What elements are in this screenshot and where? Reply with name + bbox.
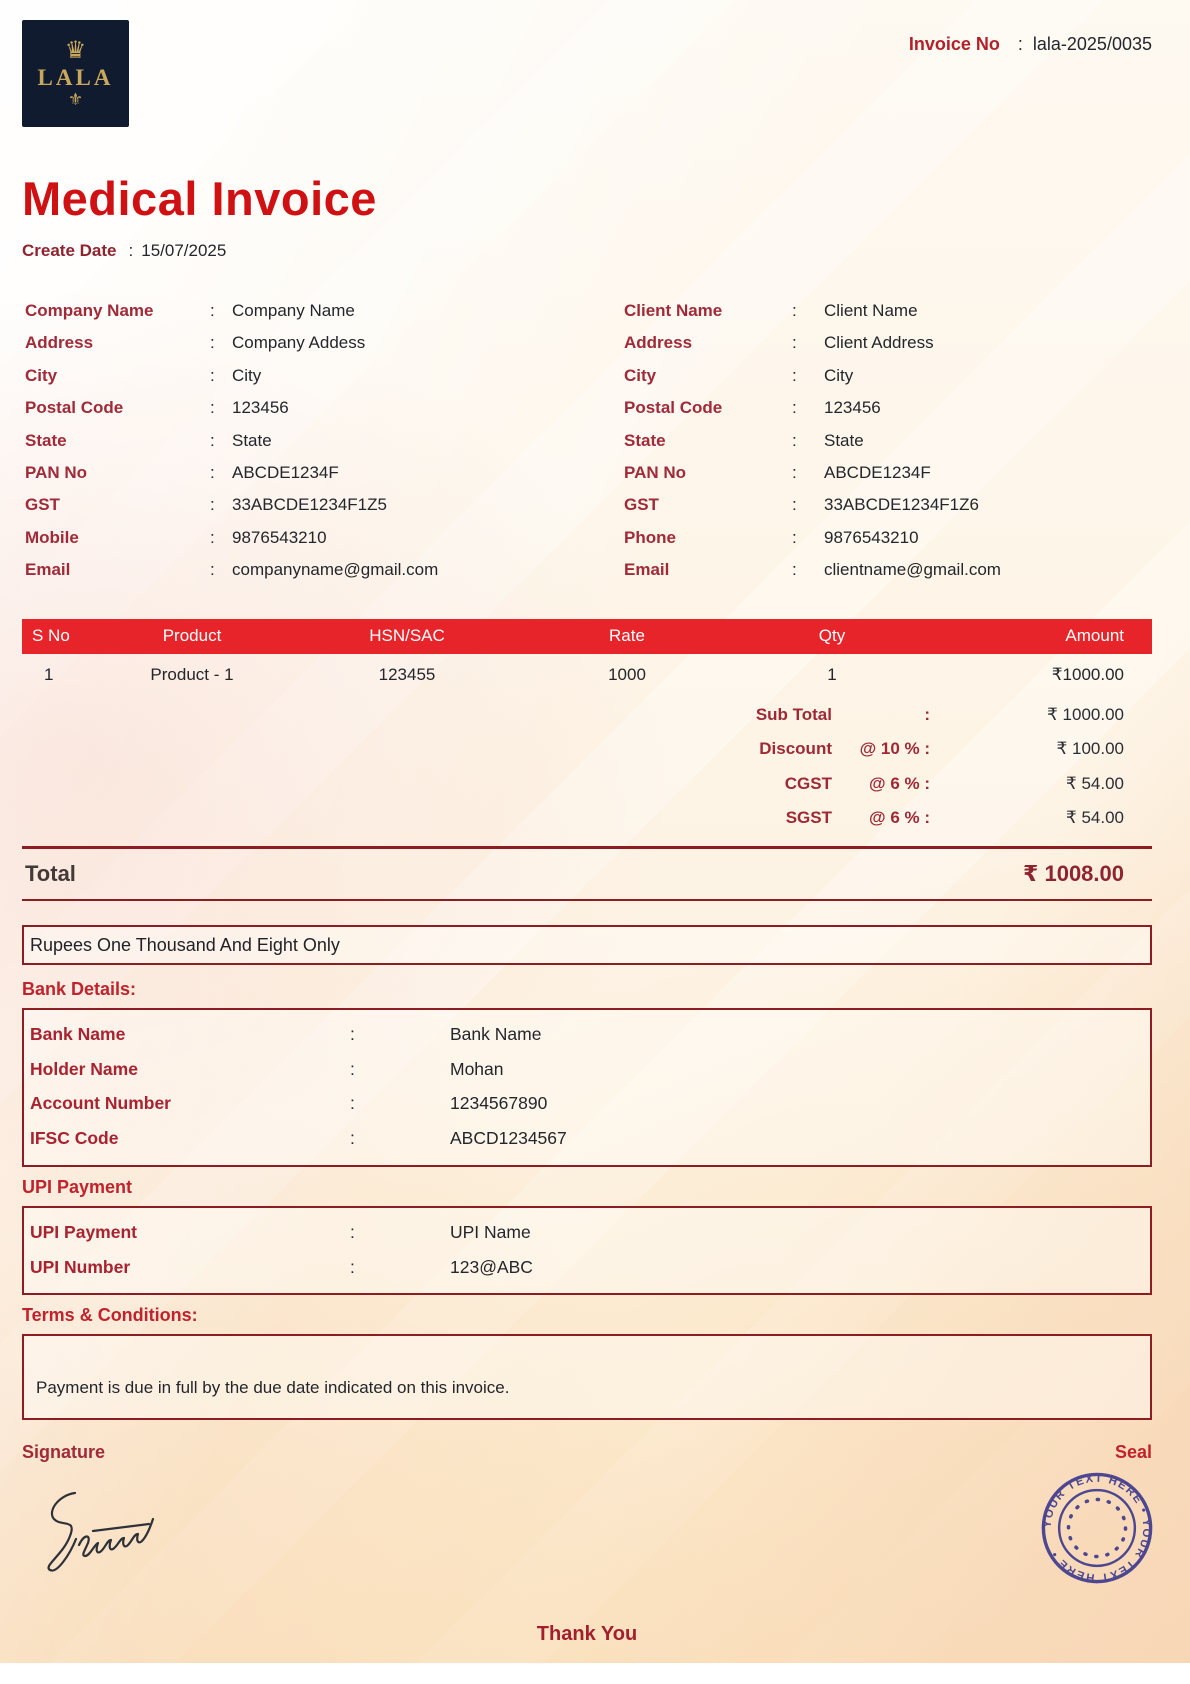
- colon: :: [350, 1093, 355, 1114]
- bank-row: [24, 1121, 1150, 1156]
- field-label: GST: [25, 495, 60, 515]
- discount-row: [690, 732, 1124, 767]
- bank-details-heading: Bank Details:: [22, 979, 137, 1000]
- colon: :: [792, 560, 797, 580]
- field-label: PAN No: [25, 463, 88, 483]
- field-label: Postal Code: [25, 398, 124, 418]
- cell-sno: 1: [44, 664, 54, 684]
- field-value: ABCDE1234F: [824, 463, 931, 483]
- table-row: [22, 654, 1152, 696]
- colon: :: [210, 495, 215, 515]
- field-row: [22, 522, 582, 554]
- colon: :: [210, 463, 215, 483]
- total-row-rate: @ 6 % :: [869, 808, 930, 828]
- bank-label: IFSC Code: [30, 1128, 119, 1149]
- bank-row: [24, 1017, 1150, 1052]
- total-row-amount: ₹ 1000.00: [1047, 704, 1124, 724]
- seal-ring-text: YOUR TEXT HERE • YOUR TEXT HERE •: [1041, 1472, 1153, 1584]
- total-row-label: Sub Total: [755, 704, 832, 724]
- sgst-row: [690, 801, 1124, 836]
- upi-label: UPI Payment: [30, 1221, 137, 1242]
- client-details: [582, 295, 1152, 587]
- field-value: Company Addess: [232, 333, 366, 353]
- field-row: [22, 457, 582, 489]
- field-row: [582, 554, 1152, 586]
- total-row-label: CGST: [784, 773, 832, 793]
- field-row: [582, 392, 1152, 424]
- upi-box: [22, 1206, 1152, 1295]
- colon: :: [210, 430, 215, 450]
- colon: :: [210, 365, 215, 385]
- colon: :: [210, 398, 215, 418]
- field-label: Address: [624, 333, 693, 353]
- field-label: Client Name: [624, 301, 723, 320]
- colon: :: [792, 463, 797, 483]
- colon: :: [792, 301, 797, 320]
- field-row: [22, 554, 582, 586]
- colon: :: [350, 1221, 355, 1242]
- terms-heading: Terms & Conditions:: [22, 1305, 198, 1326]
- field-label: City: [25, 365, 58, 385]
- signature-block: [22, 1442, 187, 1574]
- seal-label: Seal: [1114, 1442, 1152, 1463]
- invoice-number: [909, 34, 1152, 55]
- colon: :: [350, 1058, 355, 1079]
- colon: :: [350, 1128, 355, 1149]
- field-row: [22, 392, 582, 424]
- colon: :: [792, 398, 797, 418]
- thank-you-text: Thank You: [536, 1623, 638, 1646]
- seal-block: [1038, 1442, 1152, 1587]
- field-label: Email: [25, 560, 71, 580]
- field-value: 33ABCDE1234F1Z6: [824, 495, 979, 515]
- field-label: Company Name: [25, 301, 154, 320]
- totals-block: [690, 698, 1124, 836]
- column-header: Product: [162, 626, 222, 646]
- crown-icon: ♛: [64, 36, 87, 64]
- cell-amount: ₹1000.00: [1051, 664, 1124, 684]
- upi-label: UPI Number: [30, 1256, 131, 1277]
- cgst-row: [690, 767, 1124, 802]
- header: [22, 0, 1152, 127]
- bank-row: [24, 1052, 1150, 1087]
- upi-row: [24, 1215, 1150, 1250]
- total-row-rate: @ 6 % :: [869, 773, 930, 793]
- field-value: City: [232, 365, 262, 385]
- column-header: S No: [32, 626, 70, 646]
- signature-seal-section: [22, 1442, 1152, 1587]
- fleur-de-lis-icon: ⚜: [67, 90, 84, 110]
- colon: :: [210, 560, 215, 580]
- field-row: [582, 522, 1152, 554]
- bank-value: ABCD1234567: [450, 1128, 567, 1149]
- create-date: [22, 241, 1152, 261]
- field-row: [582, 457, 1152, 489]
- bank-value: Bank Name: [450, 1024, 542, 1045]
- upi-row: [24, 1250, 1150, 1285]
- terms-text: Payment is due in full by the due date indicated on this invoice.: [36, 1378, 510, 1398]
- invoice-number-label: Invoice No: [908, 34, 1000, 54]
- field-label: GST: [624, 495, 659, 515]
- field-label: City: [624, 365, 657, 385]
- total-row-rate: :: [924, 704, 930, 724]
- bank-label: Account Number: [30, 1093, 171, 1114]
- field-value: 123456: [824, 398, 881, 418]
- field-value: companyname@gmail.com: [232, 560, 439, 580]
- bank-value: 1234567890: [450, 1093, 548, 1114]
- colon: :: [792, 527, 797, 547]
- colon: :: [350, 1256, 355, 1277]
- total-row-amount: ₹ 100.00: [1056, 739, 1124, 759]
- grand-total-row: [22, 846, 1152, 901]
- signature-label: Signature: [22, 1442, 106, 1463]
- bank-label: Bank Name: [30, 1024, 126, 1045]
- page-title: Medical Invoice: [22, 172, 377, 225]
- colon: :: [128, 241, 134, 260]
- parties-section: [22, 295, 1152, 587]
- field-label: State: [624, 430, 666, 450]
- cell-rate: 1000: [608, 664, 646, 684]
- bank-value: Mohan: [450, 1058, 504, 1079]
- field-label: Address: [25, 333, 94, 353]
- column-header: HSN/SAC: [369, 626, 445, 646]
- company-logo: [22, 20, 129, 127]
- field-label: Postal Code: [624, 398, 723, 418]
- field-label: PAN No: [624, 463, 687, 483]
- field-row: [582, 360, 1152, 392]
- field-value: clientname@gmail.com: [824, 560, 1001, 580]
- total-row-rate: @ 10 % :: [859, 739, 930, 759]
- column-header: Qty: [818, 626, 846, 646]
- items-table-header: [22, 619, 1152, 654]
- total-row-amount: ₹ 54.00: [1065, 773, 1124, 793]
- brand-name: LALA: [37, 65, 114, 90]
- field-value: ABCDE1234F: [232, 463, 339, 483]
- rubber-stamp-seal: [1038, 1469, 1156, 1587]
- field-label: Mobile: [25, 527, 79, 547]
- field-value: 9876543210: [232, 527, 327, 547]
- amount-in-words-text: Rupees One Thousand And Eight Only: [30, 934, 340, 955]
- column-header: Rate: [609, 626, 645, 646]
- field-row: [582, 327, 1152, 359]
- field-row: [22, 425, 582, 457]
- upi-value: 123@ABC: [450, 1256, 533, 1277]
- colon: :: [792, 430, 797, 450]
- upi-value: UPI Name: [450, 1221, 531, 1242]
- field-row: [582, 489, 1152, 521]
- field-value: Company Name: [232, 301, 355, 320]
- signature-script: [37, 1479, 187, 1574]
- field-row: [22, 489, 582, 521]
- invoice-number-value: lala-2025/0035: [1032, 34, 1152, 54]
- field-value: 9876543210: [824, 527, 919, 547]
- colon: :: [210, 333, 215, 353]
- field-value: State: [824, 430, 864, 450]
- field-value: City: [824, 365, 854, 385]
- bank-row: [24, 1086, 1150, 1121]
- field-row: [582, 295, 1152, 327]
- field-value: Client Name: [824, 301, 918, 320]
- colon: :: [792, 333, 797, 353]
- field-label: Phone: [624, 527, 676, 547]
- subtotal-row: [690, 698, 1124, 733]
- field-label: Email: [624, 560, 670, 580]
- bank-label: Holder Name: [30, 1058, 138, 1079]
- cell-product: Product - 1: [150, 664, 234, 684]
- field-value: 33ABCDE1234F1Z5: [232, 495, 387, 515]
- colon: :: [1017, 34, 1023, 54]
- cell-hsn: 123455: [378, 664, 436, 684]
- terms-box: [22, 1334, 1152, 1420]
- field-row: [582, 425, 1152, 457]
- field-row: [22, 360, 582, 392]
- grand-total-label: Total: [25, 861, 76, 887]
- field-label: State: [25, 430, 67, 450]
- bank-details-box: [22, 1008, 1152, 1167]
- create-date-label: Create Date: [22, 241, 117, 260]
- total-row-label: SGST: [785, 808, 832, 828]
- colon: :: [210, 301, 215, 320]
- total-row-amount: ₹ 54.00: [1065, 808, 1124, 828]
- field-value: Client Address: [824, 333, 934, 353]
- colon: :: [350, 1024, 355, 1045]
- create-date-value: 15/07/2025: [141, 241, 227, 260]
- colon: :: [210, 527, 215, 547]
- field-value: State: [232, 430, 272, 450]
- upi-heading: UPI Payment: [22, 1176, 133, 1197]
- company-details: [22, 295, 582, 587]
- field-row: [22, 327, 582, 359]
- colon: :: [792, 365, 797, 385]
- column-header: Amount: [1065, 626, 1124, 646]
- colon: :: [792, 495, 797, 515]
- field-row: [22, 295, 582, 327]
- grand-total-amount: ₹ 1008.00: [1023, 861, 1124, 887]
- cell-qty: 1: [827, 664, 837, 684]
- field-value: 123456: [232, 398, 289, 418]
- amount-in-words: [22, 925, 1152, 965]
- total-row-label: Discount: [759, 739, 832, 759]
